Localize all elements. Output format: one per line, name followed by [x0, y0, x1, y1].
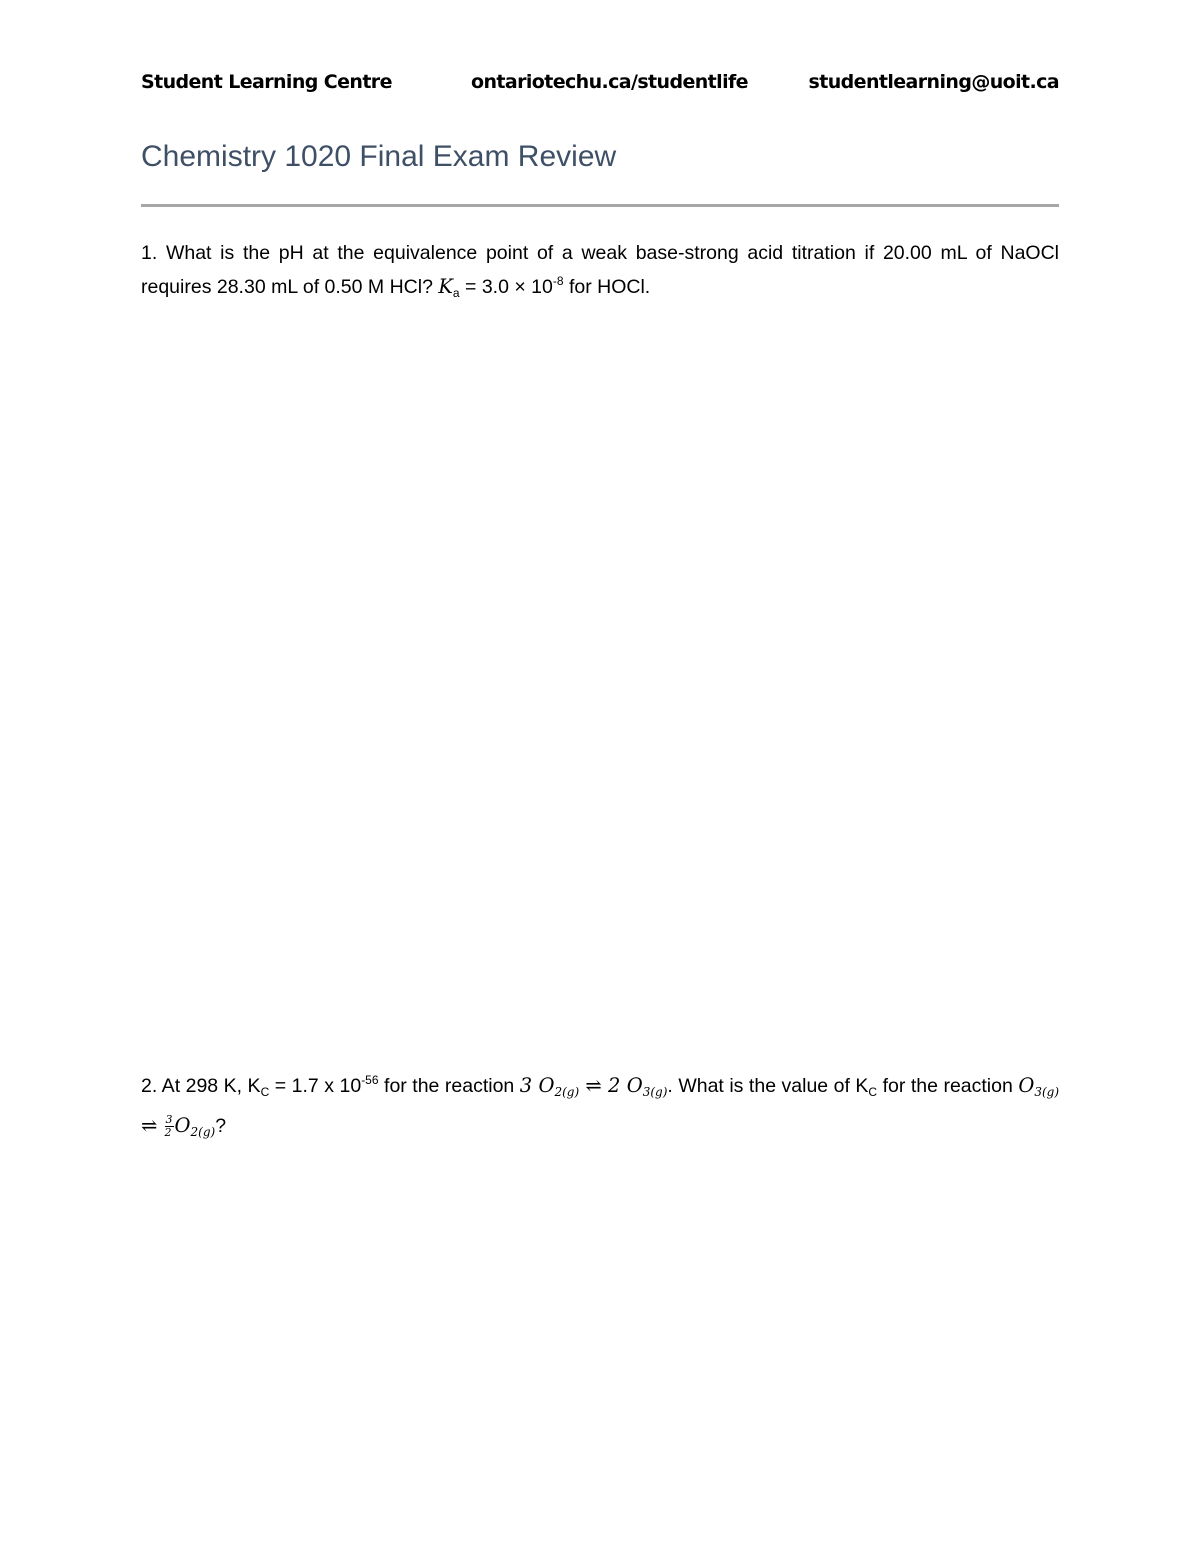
- question-2-after-reaction: . What is the value of K: [667, 1075, 869, 1097]
- question-2-lead: 2. At 298 K, K: [141, 1075, 261, 1097]
- header-email: studentlearning@uoit.ca: [808, 71, 1059, 93]
- header-organization: Student Learning Centre: [141, 71, 392, 93]
- question-1-text: 1. What is the pH at the equivalence point of a weak base-strong acid titration if 20.00 mL of NaOCl requires 28.30 mL of 0.50 M HCl?: [141, 242, 1059, 298]
- question-2: [141, 1063, 1059, 1149]
- reaction-1: [520, 1074, 668, 1097]
- reaction-2-sub-left: 3(g): [1034, 1085, 1060, 1099]
- question-1-tail: for HOCl.: [563, 276, 651, 298]
- fraction-three-halves: [165, 1114, 174, 1139]
- question-2-after-kc: for the reaction: [877, 1075, 1019, 1097]
- page-header: [141, 71, 1059, 101]
- reaction-1-sub-left: 2(g): [554, 1085, 580, 1099]
- kc-subscript-2: C: [868, 1085, 878, 1099]
- reaction-1-sub-right: 3(g): [642, 1085, 668, 1099]
- equilibrium-arrow-icon: ⇌: [141, 1114, 164, 1137]
- ka-exponent: -8: [552, 274, 564, 288]
- reaction-2-species-left: O: [1018, 1074, 1035, 1097]
- question-2-mid: for the reaction: [378, 1075, 520, 1097]
- question-2-end: ?: [215, 1115, 227, 1137]
- reaction-2-sub-right: 2(g): [190, 1125, 216, 1139]
- header-website: ontariotechu.ca/studentlife: [471, 71, 748, 93]
- kc-exponent: -56: [361, 1073, 379, 1087]
- reaction-1-species-right: O: [626, 1074, 643, 1097]
- page-title: Chemistry 1020 Final Exam Review: [141, 140, 617, 173]
- equilibrium-arrow-icon: ⇌: [579, 1074, 609, 1097]
- reaction-1-coef-right: 2: [608, 1074, 627, 1097]
- reaction-2-species-right: O: [174, 1114, 191, 1137]
- reaction-1-species-left: O: [538, 1074, 555, 1097]
- kc-subscript: C: [260, 1085, 270, 1099]
- ka-expression: = 3.0 × 10: [459, 276, 553, 298]
- title-divider: [141, 204, 1059, 207]
- ka-symbol: K: [438, 275, 453, 298]
- fraction-denominator: 2: [164, 1126, 172, 1139]
- ka-subscript: a: [452, 286, 460, 300]
- fraction-numerator: 3: [165, 1113, 173, 1126]
- question-1: [141, 239, 1059, 307]
- kc-expression: = 1.7 x 10: [269, 1075, 362, 1097]
- reaction-1-coef-left: 3: [519, 1074, 539, 1097]
